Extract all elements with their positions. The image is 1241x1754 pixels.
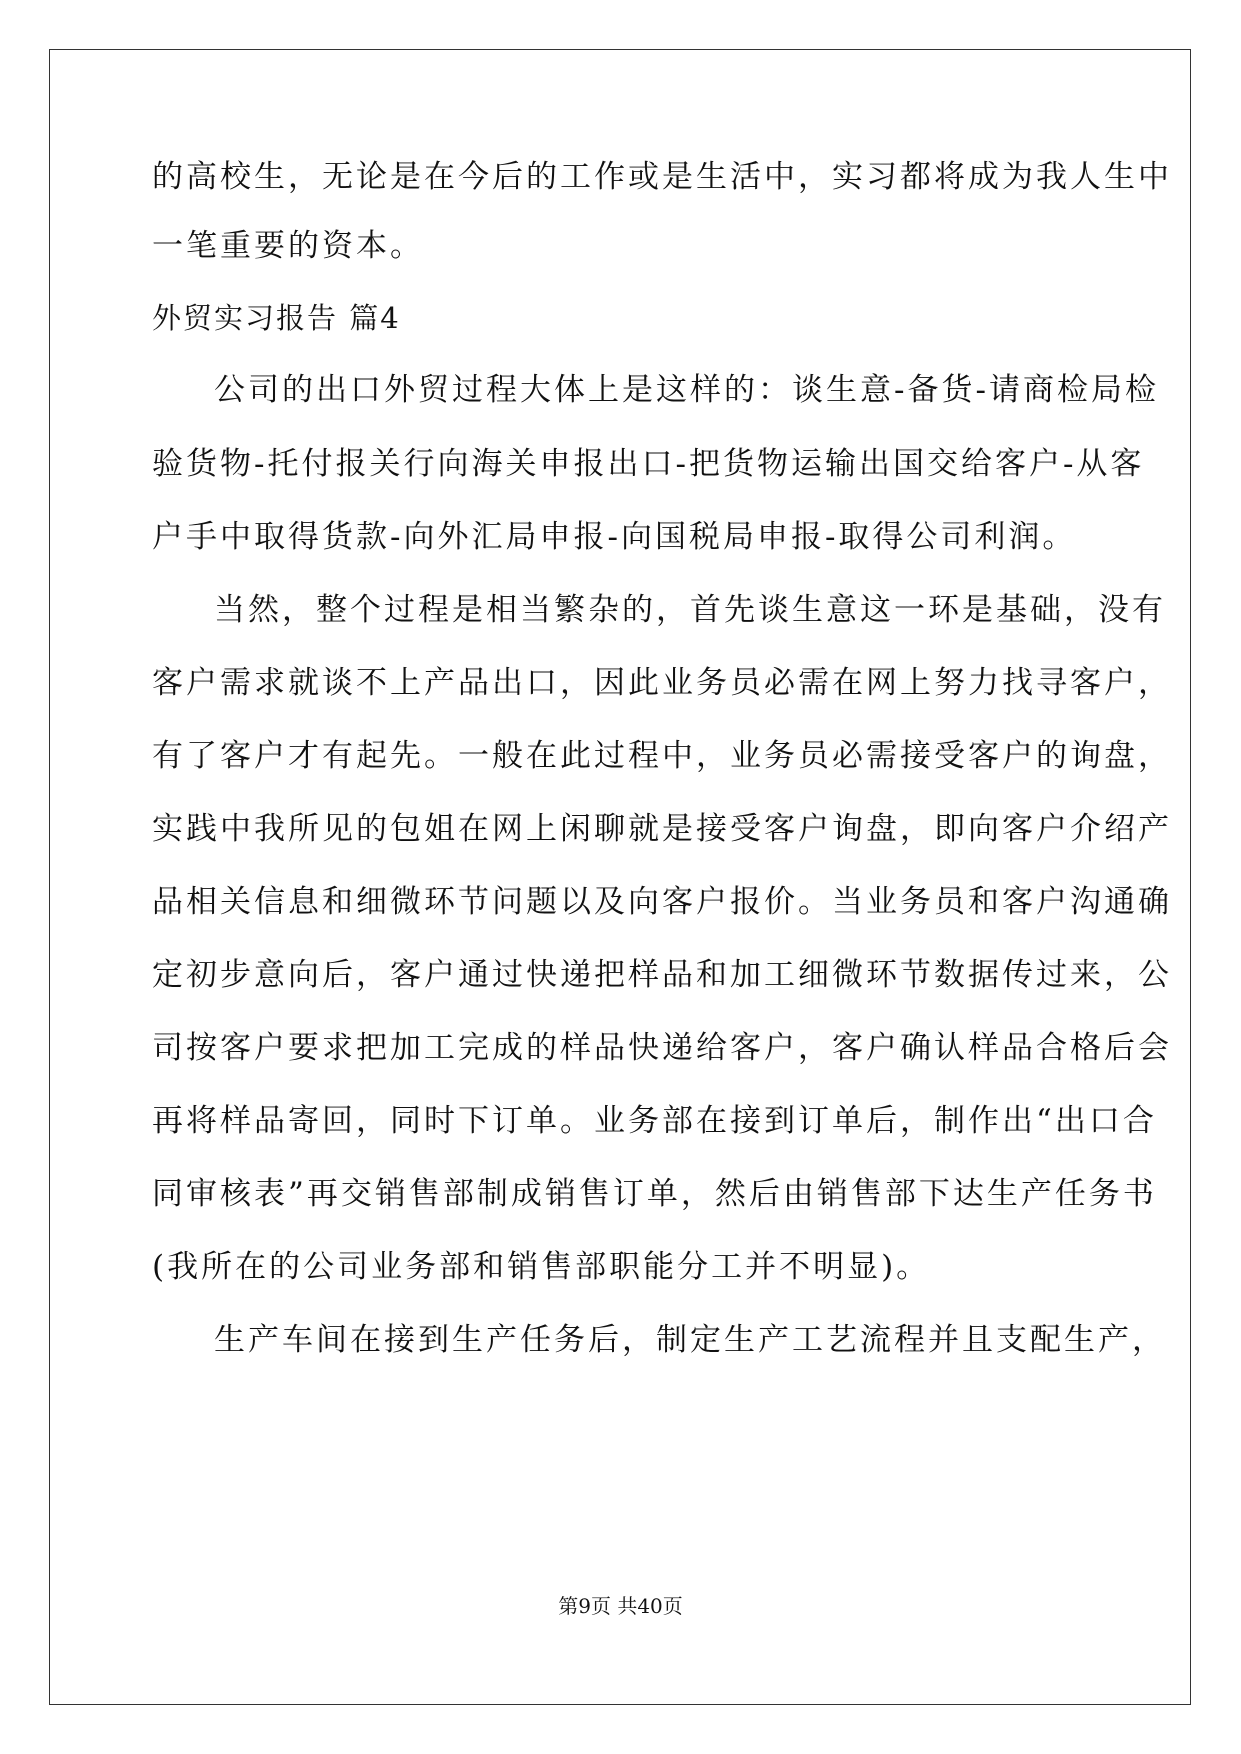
paragraph-line: 当然，整个过程是相当繁杂的，首先谈生意这一环是基础，没有: [214, 592, 1166, 628]
text-line: 一笔重要的资本。: [152, 228, 424, 264]
paragraph-line: 定初步意向后，客户通过快递把样品和加工细微环节数据传过来，公: [152, 957, 1172, 993]
paragraph-line: 有了客户才有起先。一般在此过程中，业务员必需接受客户的询盘，: [152, 738, 1172, 774]
paragraph-line: (我所在的公司业务部和销售部职能分工并不明显)。: [152, 1249, 931, 1285]
paragraph-line: 公司的出口外贸过程大体上是这样的：谈生意-备货-请商检局检: [214, 372, 1159, 408]
page-number-footer: 第9页 共40页: [558, 1594, 683, 1618]
paragraph-line: 客户需求就谈不上产品出口，因此业务员必需在网上努力找寻客户，: [152, 665, 1172, 701]
paragraph-line: 司按客户要求把加工完成的样品快递给客户，客户确认样品合格后会: [152, 1030, 1172, 1066]
paragraph-line: 同审核表”再交销售部制成销售订单，然后由销售部下达生产任务书: [152, 1176, 1157, 1212]
section-heading: 外贸实习报告 篇4: [152, 301, 401, 335]
paragraph-line: 户手中取得货款-向外汇局申报-向国税局申报-取得公司利润。: [152, 519, 1077, 555]
text-line: 的高校生，无论是在今后的工作或是生活中，实习都将成为我人生中: [152, 159, 1172, 195]
paragraph-line: 再将样品寄回，同时下订单。业务部在接到订单后，制作出“出口合: [152, 1103, 1157, 1139]
paragraph-line: 实践中我所见的包姐在网上闲聊就是接受客户询盘，即向客户介绍产: [152, 811, 1172, 847]
paragraph-line: 品相关信息和细微环节问题以及向客户报价。当业务员和客户沟通确: [152, 884, 1172, 920]
paragraph-line: 验货物-托付报关行向海关申报出口-把货物运输出国交给客户-从客: [152, 446, 1145, 482]
paragraph-line: 生产车间在接到生产任务后，制定生产工艺流程并且支配生产，: [214, 1322, 1166, 1358]
